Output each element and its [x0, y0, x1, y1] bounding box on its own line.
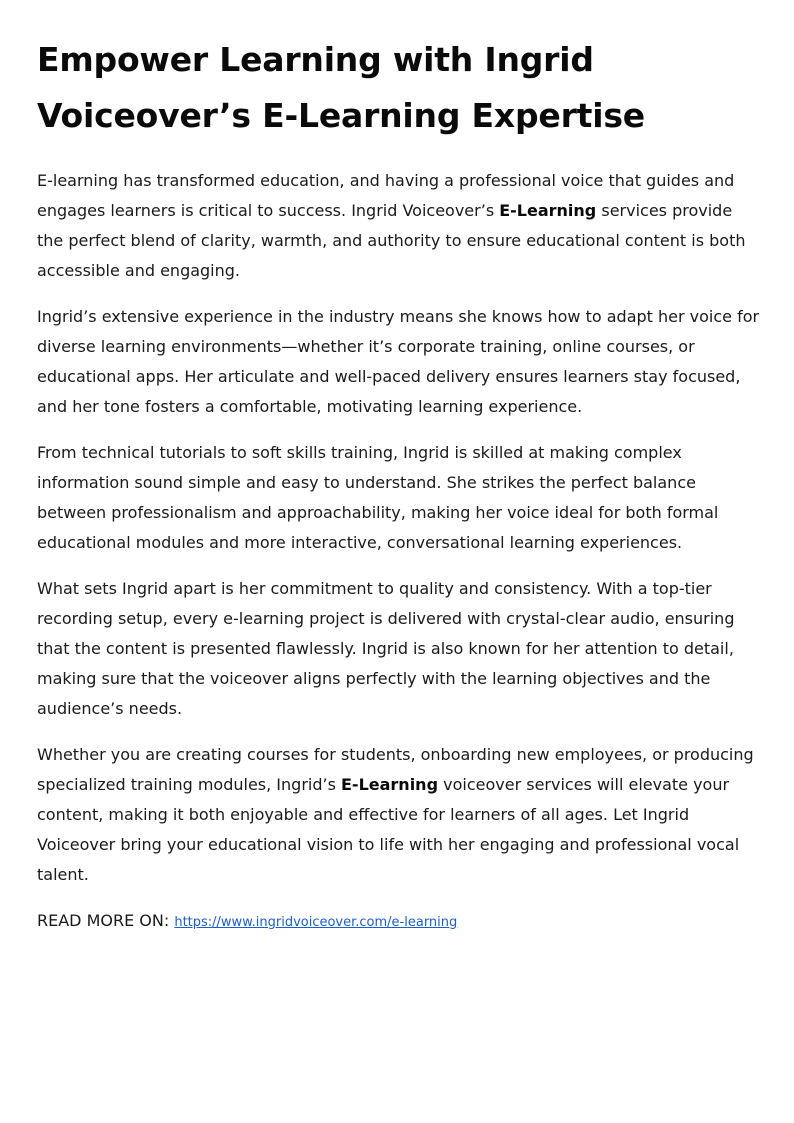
- paragraph-experience: Ingrid’s extensive experience in the industry means she knows how to adapt her voice for diverse learning environments—whether it’s corporate training, online courses, or educational apps. Her articulate and well-paced delivery ensures learners stay focused, and her tone fosters a comfortable, motivating learning experience.: [37, 307, 760, 416]
- paragraph-intro-start: E-learning has transformed education, and having a professional voice that guides and engages learners is critical to success. Ingrid Voiceover’s: [37, 171, 735, 220]
- read-more: [37, 906, 762, 938]
- paragraph-quality: What sets Ingrid apart is her commitment to quality and consistency. With a top-tier recording setup, every e-learning project is delivered with crystal-clear audio, ensuring that the content is presented flawlessly. Ingrid is also known for her attention to detail, making sure that the voiceover aligns perfectly with the learning objectives and the audience’s needs.: [37, 579, 735, 718]
- read-more-link[interactable]: https://www.ingridvoiceover.com/e-learning: [174, 915, 458, 930]
- paragraph-intro: [37, 166, 762, 286]
- page-title: Empower Learning with Ingrid Voiceover’s E-Learning Expertise: [37, 40, 645, 135]
- paragraph-closing-start: Whether you are creating courses for students, onboarding new employees, or producing specialized training modules, Ingrid’s: [37, 745, 754, 794]
- read-more-label: READ MORE ON:: [37, 911, 175, 930]
- article: [37, 32, 762, 954]
- paragraph-closing: [37, 740, 762, 890]
- paragraph-tutorials: From technical tutorials to soft skills training, Ingrid is skilled at making complex information sound simple and easy to understand. She strikes the perfect balance between professionalism and approachability, making her voice ideal for both formal educational modules and more interactive, conversational learning experiences.: [37, 443, 719, 552]
- paragraph-intro-end: services provide the perfect blend of clarity, warmth, and authority to ensure educational content is both accessible and engaging.: [37, 201, 746, 280]
- e-learning-bold-term: E-Learning: [499, 201, 597, 220]
- e-learning-bold-term-2: E-Learning: [341, 775, 439, 794]
- paragraph-closing-end: voiceover services will elevate your content, making it both enjoyable and effective for learners of all ages. Let Ingrid Voiceover bring your educational vision to life with her engaging and professional vocal talent.: [37, 775, 740, 884]
